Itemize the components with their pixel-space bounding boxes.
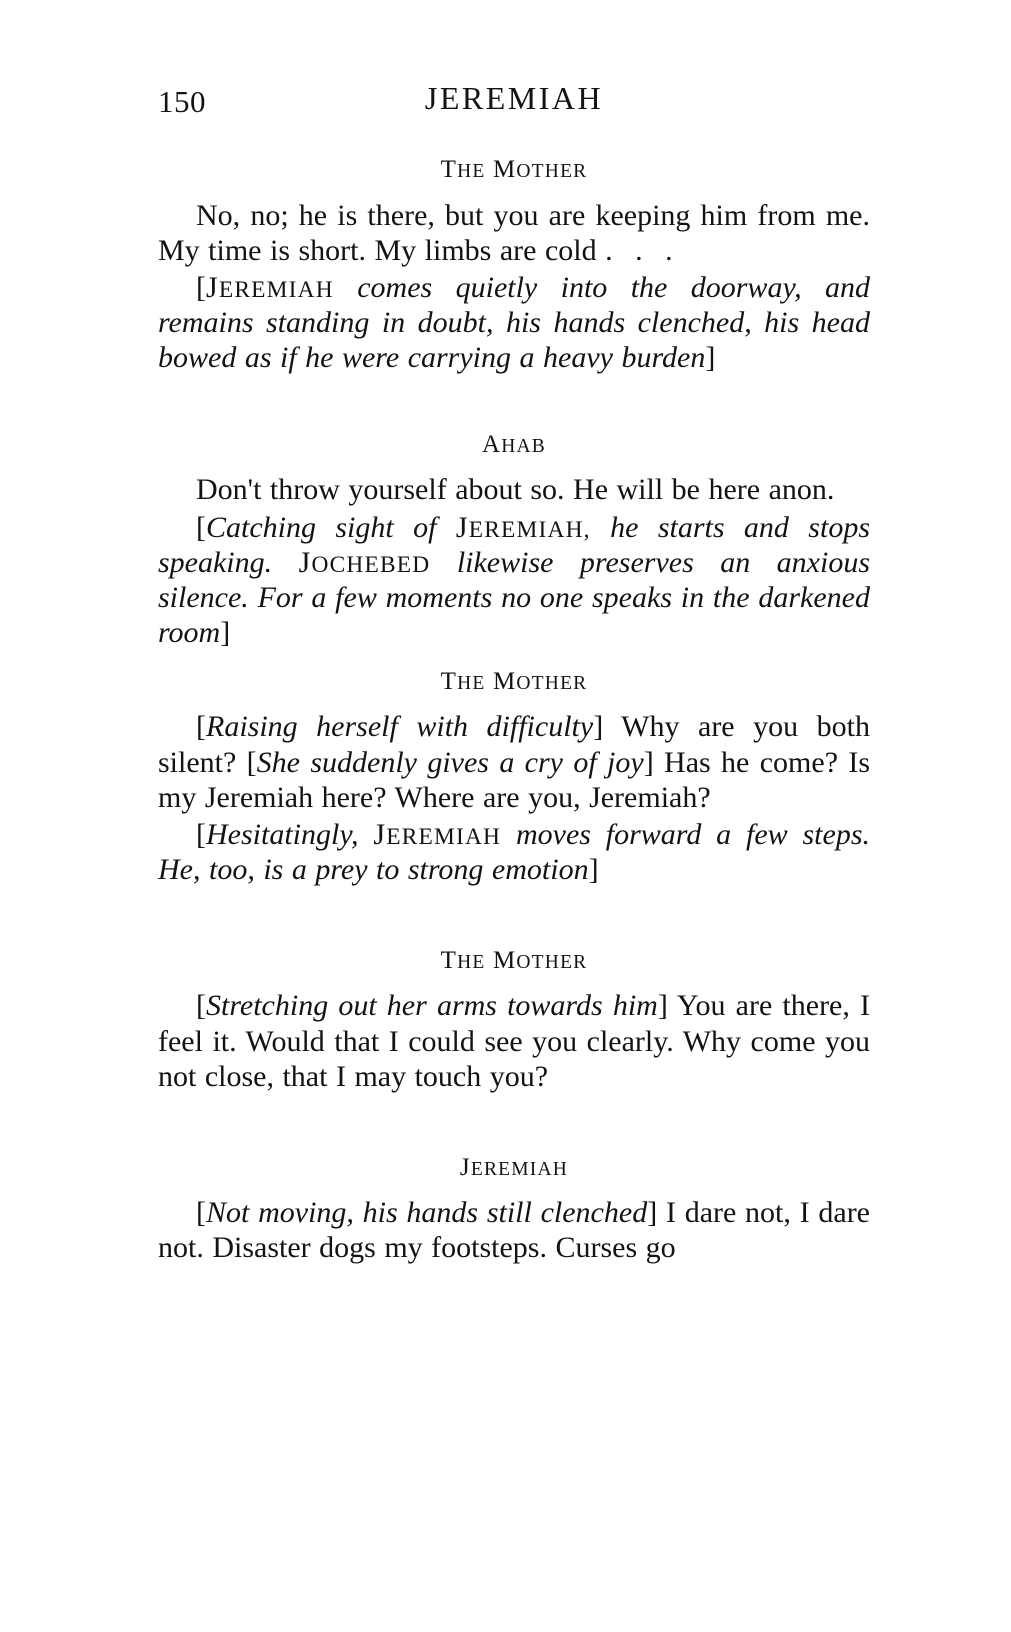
speech-mother-1 [158, 198, 870, 268]
bracket-close: ] [647, 1196, 658, 1230]
stage-direction-cry-of-joy: She suddenly gives a cry of joy [256, 745, 644, 779]
character-name-jochebed: JOCHEBED [298, 545, 431, 579]
bracket-open: [ [246, 745, 257, 779]
bracket-open: [ [196, 270, 206, 304]
stage-direction-stretching: Stretching out her arms towards him [206, 989, 658, 1023]
bracket-open: [ [196, 989, 206, 1023]
bracket-close: ] [593, 710, 604, 744]
bracket-close: ] [588, 852, 599, 886]
running-head [158, 78, 870, 130]
stage-direction-1-text: comes quietly into the doorway, and remains standing in doubt, his hands clenched, his head bowed as if he were carrying a heavy burden [158, 270, 870, 374]
stage-direction-2 [158, 510, 870, 650]
stage-direction-3 [158, 817, 870, 887]
speech-mother-3-text: You are there, I feel it. Would that I could see you clearly. Why come you not close, that I may touch you? [158, 989, 871, 1093]
bracket-close: ] [220, 615, 231, 649]
speaker-heading-mother-3: THE MOTHER [440, 946, 588, 974]
bracket-close: ] [643, 745, 654, 779]
character-name-jeremiah: JEREMIAH, [455, 510, 591, 544]
speaker-heading-ahab: AHAB [481, 430, 547, 458]
stage-direction-3-a: Hesitatingly, [206, 817, 359, 851]
stage-direction-2-a: Catching sight of [206, 510, 437, 544]
speaker-heading-jeremiah: JEREMIAH [459, 1153, 569, 1181]
speaker-heading-mother-1: THE MOTHER [440, 156, 588, 183]
speech-ahab: Don't throw yourself about so. He will be here anon. [196, 473, 835, 507]
bracket-open: [ [196, 817, 206, 851]
running-title: JEREMIAH [424, 80, 604, 116]
speech-jeremiah [158, 1195, 870, 1265]
stage-direction-not-moving: Not moving, his hands still clenched [206, 1196, 648, 1230]
bracket-open: [ [196, 710, 206, 744]
character-name-jeremiah: JEREMIAH [206, 270, 334, 304]
bracket-close: ] [657, 989, 668, 1023]
bracket-open: [ [196, 1196, 206, 1230]
bracket-open: [ [196, 510, 206, 544]
speech-mother-3 [158, 988, 870, 1093]
page-number: 150 [158, 84, 206, 119]
ellipsis: . . . [605, 233, 680, 267]
stage-direction-2-c: likewise preserves an anxious silence. For a few moments no one speaks in the darkened room [158, 545, 871, 649]
character-name-jeremiah: JEREMIAH [373, 817, 502, 851]
stage-direction-2-b: he starts and stops speaking. [158, 510, 870, 579]
speaker-heading-mother-2: THE MOTHER [440, 667, 588, 695]
bracket-close: ] [705, 340, 716, 374]
speech-jeremiah-text: I dare not, I dare not. Disaster dogs my footsteps. Curses go [158, 1196, 870, 1265]
stage-direction-raising: Raising herself with difficulty [206, 710, 594, 744]
speech-mother-2 [158, 709, 870, 814]
speech-mother-2-text1: Why are you both silent? [158, 710, 870, 779]
page-content [158, 78, 870, 1267]
speech-mother-1-text: No, no; he is there, but you are keeping him from me. My time is short. My limbs are cold [158, 198, 870, 267]
speech-mother-2-text2: Has he come? Is my Jeremiah here? Where are you, Jeremiah? [158, 745, 871, 814]
stage-direction-3-b: moves forward a few steps. He, too, is a prey to strong emotion [158, 817, 870, 886]
stage-direction-1 [158, 270, 870, 375]
